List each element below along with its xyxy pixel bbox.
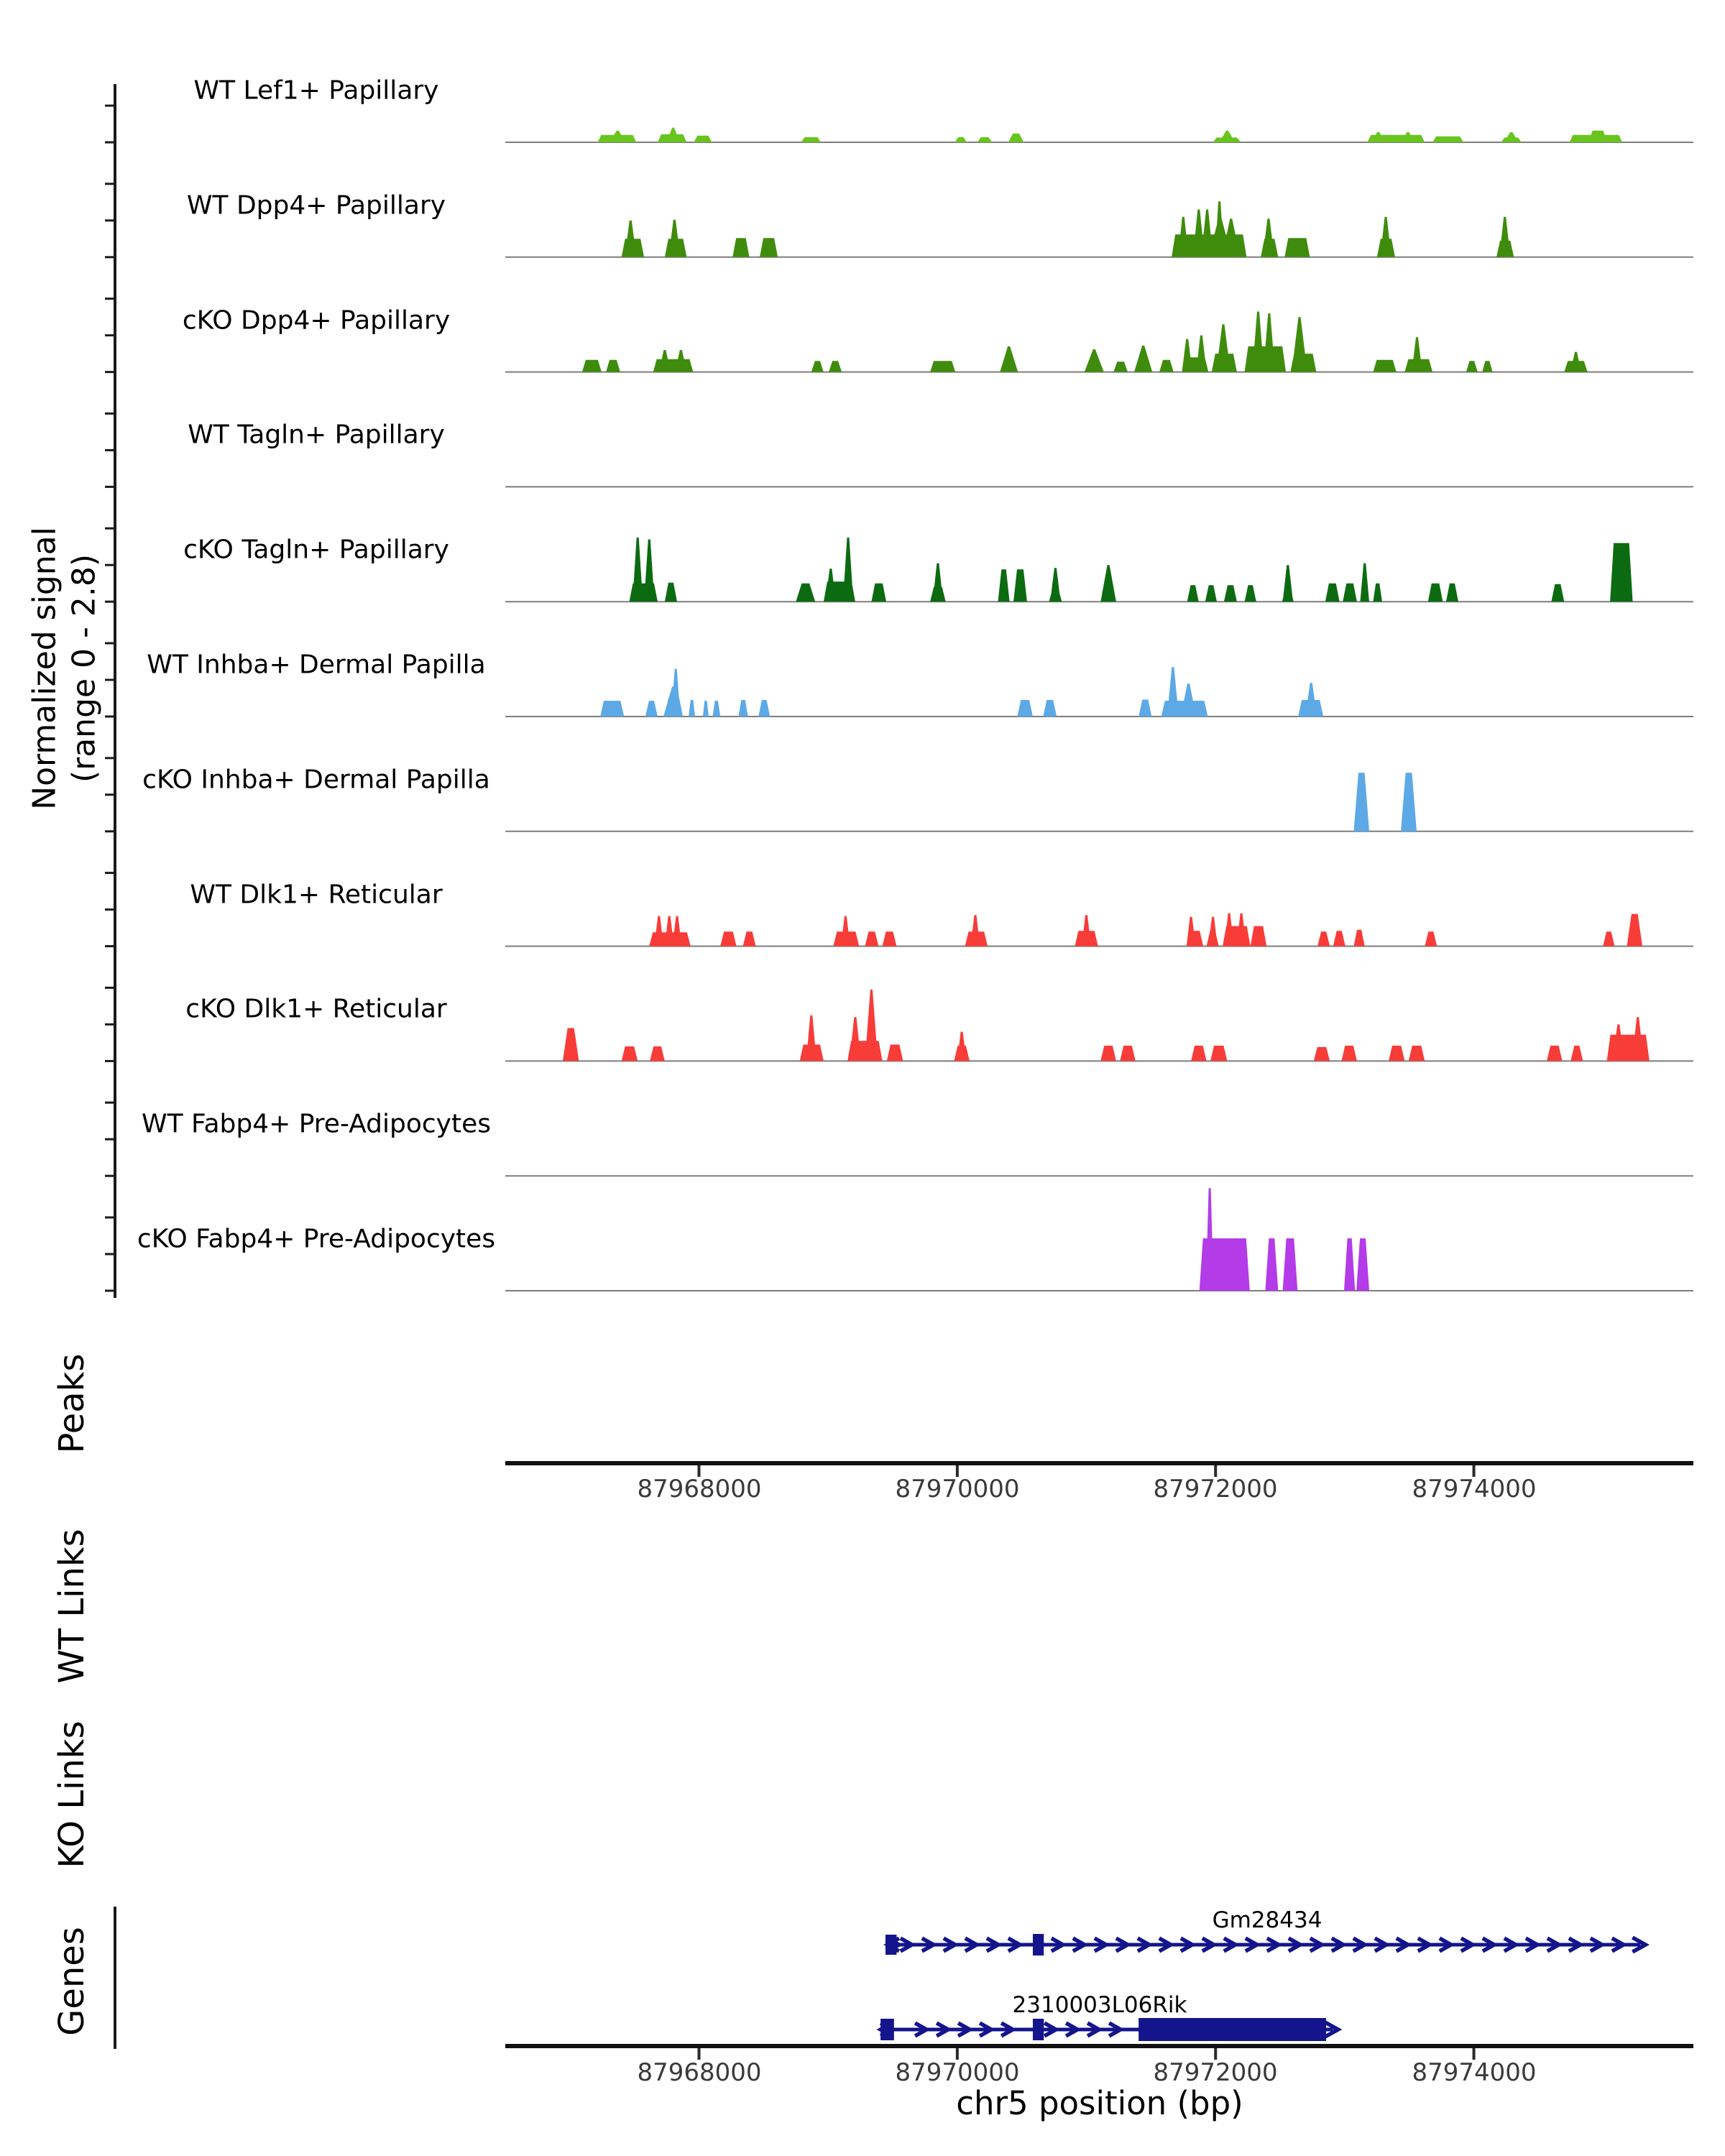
track-label: cKO Inhba+ Dermal Papilla [142,765,490,795]
genes-x-axis-tick-label: 87968000 [637,2058,762,2087]
genes-x-axis-tick-label: 87972000 [1153,2058,1278,2087]
gene-exon [1138,2018,1326,2041]
track-label: cKO Dpp4+ Papillary [182,305,451,336]
gene-exon [1033,2019,1044,2040]
peaks-x-axis-tick-label: 87972000 [1153,1475,1278,1503]
gene-exon [886,1935,896,1955]
gene-name-label: Gm28434 [1212,1907,1322,1933]
signal-area-5 [630,538,1633,602]
track-label: WT Lef1+ Papillary [193,75,439,106]
section-label-genes: Genes [52,1927,92,2036]
track-label: cKO Tagln+ Papillary [183,535,449,565]
signal-area-11 [1200,1188,1369,1291]
peaks-x-axis-tick-label: 87968000 [637,1475,762,1503]
signal-area-9 [563,990,1650,1061]
signal-area-6 [600,667,1323,717]
section-label-wt-links: WT Links [52,1529,92,1684]
signal-area-3 [582,312,1588,372]
track-label: cKO Fabp4+ Pre-Adipocytes [137,1224,496,1254]
track-label: cKO Dlk1+ Reticular [185,994,447,1024]
genes-x-axis-tick-label: 87974000 [1412,2058,1537,2087]
peaks-x-axis-tick-label: 87970000 [895,1475,1020,1503]
gene-name-label: 2310003L06Rik [1012,1992,1187,2018]
signal-area-8 [649,913,1642,946]
y-axis-label-line1: Normalized signal [26,527,63,810]
track-label: WT Dpp4+ Papillary [186,190,446,221]
gene-exon [880,2019,894,2040]
gene-exon [1033,1934,1044,1955]
section-label-ko-links: KO Links [52,1720,92,1869]
peaks-x-axis-tick-label: 87974000 [1412,1475,1537,1503]
section-label-peaks: Peaks [52,1353,92,1454]
track-label: WT Dlk1+ Reticular [190,880,443,910]
signal-area-7 [1354,773,1417,831]
x-axis-title: chr5 position (bp) [956,2084,1243,2122]
genes-x-axis-tick-label: 87970000 [895,2058,1020,2087]
track-label: WT Fabp4+ Pre-Adipocytes [142,1109,491,1139]
track-label: WT Inhba+ Dermal Papilla [147,650,486,680]
track-label: WT Tagln+ Papillary [188,420,445,450]
y-axis-label-line2: (range 0 - 2.8) [65,553,103,783]
signal-area-1 [598,128,1623,142]
signal-area-2 [622,201,1514,257]
